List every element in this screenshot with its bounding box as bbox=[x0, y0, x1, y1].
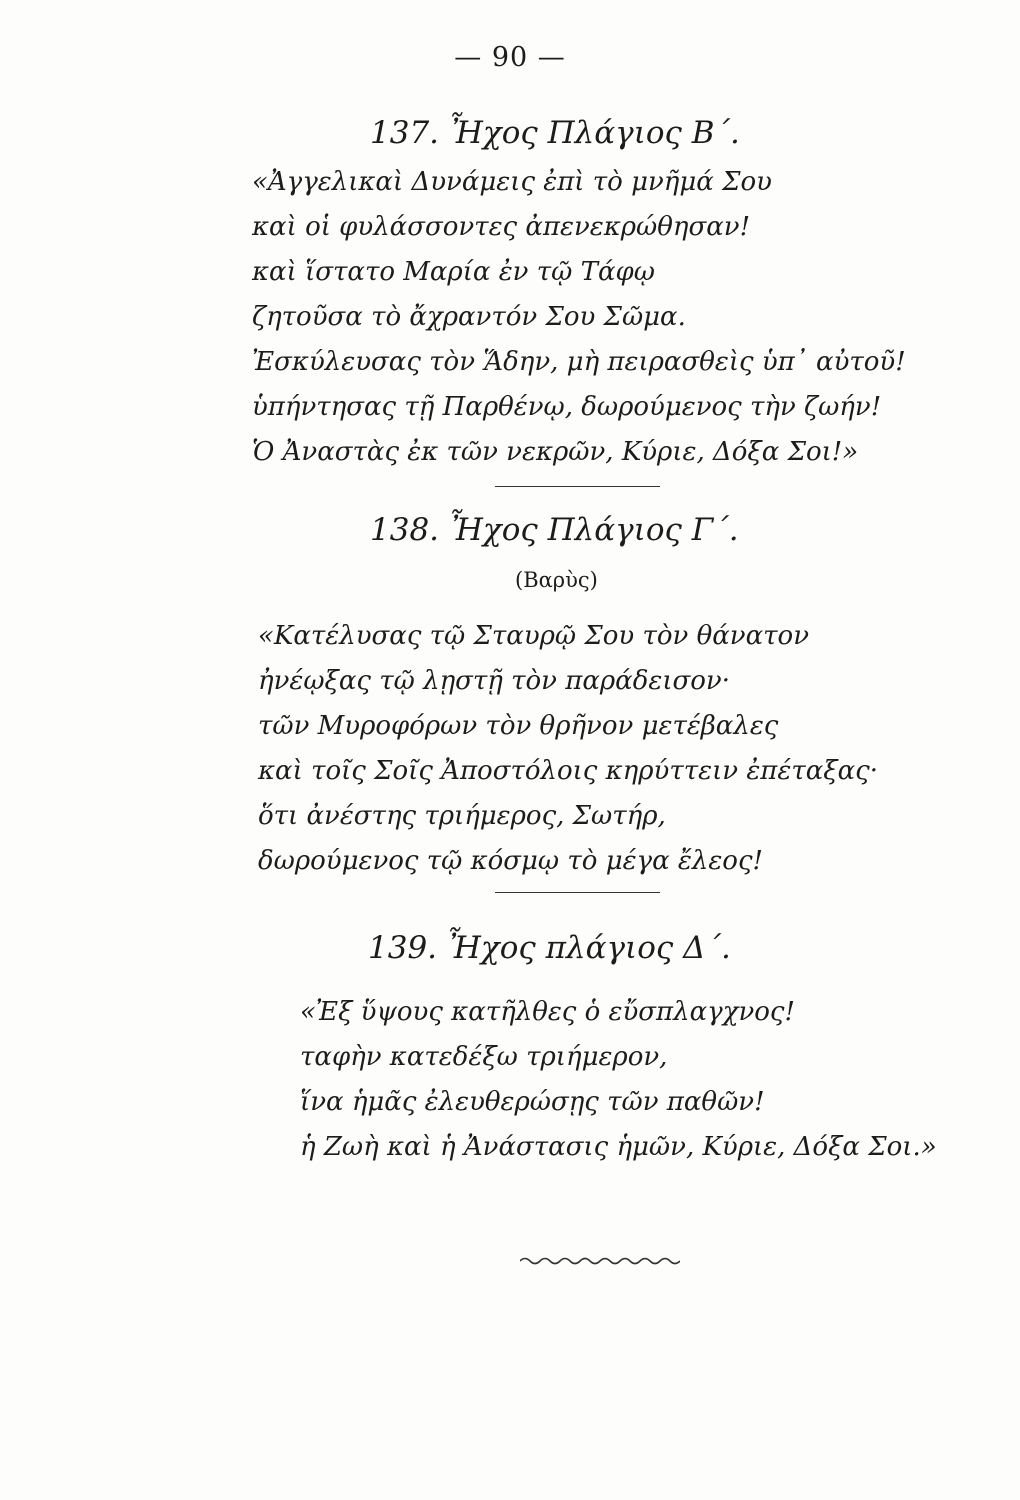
verse-line: ἠνέῳξας τῷ λῃστῇ τὸν παράδεισον· bbox=[258, 666, 730, 696]
verse-line: ὑπήντησας τῇ Παρθένῳ, δωρούμενος τὴν ζωήν! bbox=[252, 392, 882, 422]
verse-line: καὶ οἱ φυλάσσοντες ἀπενεκρώθησαν! bbox=[252, 212, 751, 242]
verse-line: καὶ ἵστατο Μαρία ἐν τῷ Τάφῳ bbox=[252, 257, 655, 287]
verse-line: ἵνα ἡμᾶς ἐλευθερώσῃς τῶν παθῶν! bbox=[300, 1087, 765, 1117]
verse-line: Ὁ Ἀναστὰς ἐκ τῶν νεκρῶν, Κύριε, Δόξα Σοι!» bbox=[252, 437, 859, 467]
hymn-137-text bbox=[252, 160, 906, 475]
section-divider bbox=[495, 486, 660, 487]
verse-line: «Ἀγγελικαὶ Δυνάμεις ἐπὶ τὸ μνῆμά Σου bbox=[252, 167, 772, 197]
hymn-138-subtitle: (Βαρὺς) bbox=[515, 568, 598, 592]
hymn-139-heading: 139. Ἦχος πλάγιος Δ΄. bbox=[368, 930, 731, 966]
verse-line: ὅτι ἀνέστης τριήμερος, Σωτήρ, bbox=[258, 801, 666, 831]
verse-line: δωρούμενος τῷ κόσμῳ τὸ μέγα ἔλεος! bbox=[258, 846, 763, 876]
page-number: — 90 — bbox=[454, 42, 566, 73]
hymn-138-text bbox=[258, 614, 878, 884]
verse-line: τῶν Μυροφόρων τὸν θρῆνον μετέβαλες bbox=[258, 711, 779, 741]
hymn-139-text bbox=[300, 990, 937, 1170]
verse-line: ταφὴν κατεδέξω τριήμερον, bbox=[300, 1042, 668, 1072]
verse-line: Ἐσκύλευσας τὸν Ἅδην, μὴ πειρασθεὶς ὑπ᾽ αὐτοῦ! bbox=[252, 347, 906, 377]
verse-line: ζητοῦσα τὸ ἄχραντόν Σου Σῶμα. bbox=[252, 302, 686, 332]
hymn-138-heading: 138. Ἦχος Πλάγιος Γ΄. bbox=[370, 512, 739, 548]
verse-line: «Κατέλυσας τῷ Σταυρῷ Σου τὸν θάνατον bbox=[258, 621, 810, 651]
hymn-137-heading: 137. Ἦχος Πλάγιος Β΄. bbox=[370, 115, 740, 151]
verse-line: καὶ τοῖς Σοῖς Ἀποστόλοις κηρύττειν ἐπέταξας· bbox=[258, 756, 878, 786]
verse-line: «Ἐξ ὕψους κατῆλθες ὁ εὔσπλαγχνος! bbox=[300, 997, 795, 1027]
section-divider bbox=[495, 892, 660, 893]
verse-line: ἡ Ζωὴ καὶ ἡ Ἀνάστασις ἡμῶν, Κύριε, Δόξα Σοι.» bbox=[300, 1132, 937, 1162]
end-ornament-wavy-line bbox=[520, 1255, 680, 1267]
